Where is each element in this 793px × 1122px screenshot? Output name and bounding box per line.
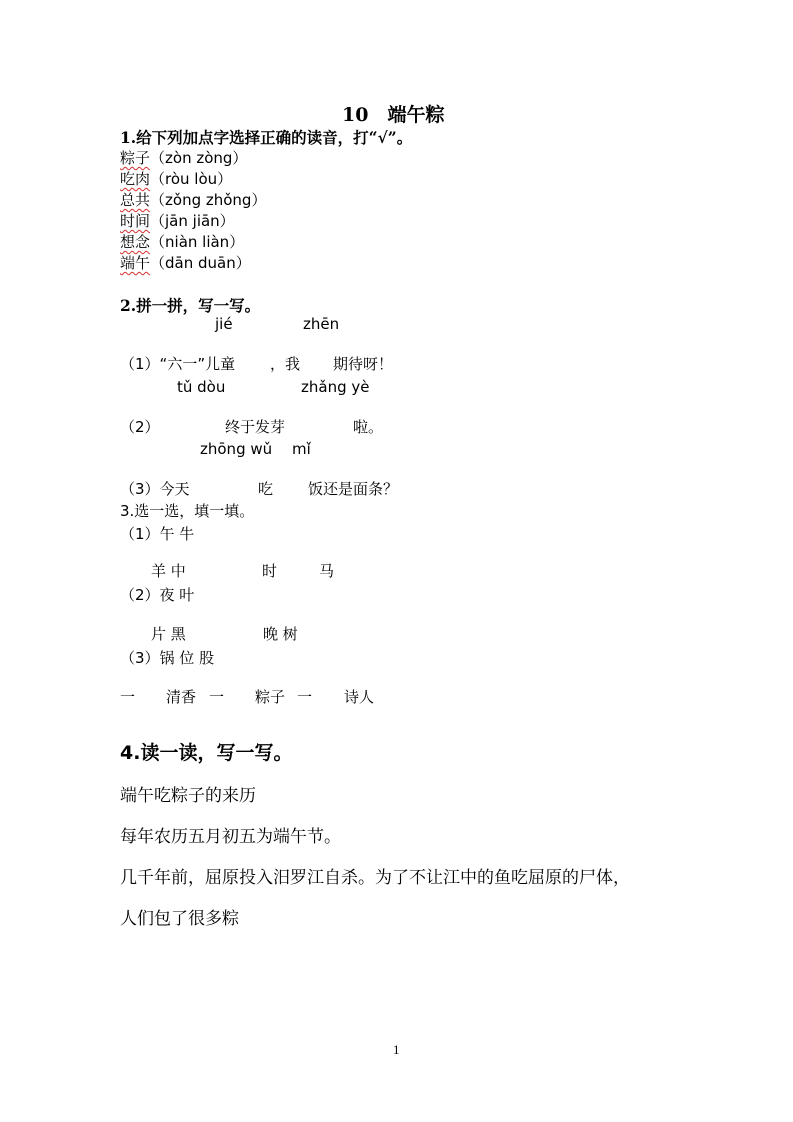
q1-pinyin: （dān duān） (150, 254, 251, 272)
q2-heading: 2.拼一拼，写一写。 (120, 296, 261, 315)
sentence-part: （1）“六一”儿童 (120, 355, 236, 373)
q3-choices: （1）午 牛 (120, 525, 195, 543)
q1-pinyin: （jān jiān） (150, 212, 235, 230)
fill-item: 粽子 (255, 688, 286, 706)
pinyin-prompt: mǐ (292, 440, 311, 458)
q1-pinyin: （niàn liàn） (150, 233, 245, 251)
fill-item: 一 (297, 688, 313, 706)
fill-item: 诗人 (344, 688, 375, 706)
pinyin-prompt: tǔ dòu (177, 378, 226, 396)
pinyin-prompt: zhōng wǔ (200, 440, 273, 458)
fill-item: 羊 中 (151, 562, 186, 580)
sentence-part: （2） (120, 418, 160, 436)
q1-item (120, 168, 232, 189)
q1-word: 端午 (120, 254, 151, 272)
q1-word: 时间 (120, 212, 151, 230)
q1-pinyin: （zòn zòng） (150, 149, 248, 167)
q1-word: 吃肉 (120, 170, 151, 188)
reading-line: 人们包了很多粽 (120, 909, 239, 929)
q4-heading: 4.读一读，写一写。 (120, 742, 293, 764)
pinyin-prompt: zhēn (303, 315, 340, 333)
q1-pinyin: （zǒng zhǒng） (150, 191, 267, 209)
page-title: 10 端午粽 (342, 104, 445, 126)
q1-word: 想念 (120, 233, 151, 251)
fill-item: 一 (120, 688, 136, 706)
fill-item: 一 (209, 688, 225, 706)
fill-item: 清香 (166, 688, 197, 706)
sentence-part: 饭还是面条？ (308, 480, 399, 498)
sentence-part: 吃 (258, 480, 274, 498)
q1-pinyin: （ròu lòu） (150, 170, 233, 188)
fill-item: 晚 树 (263, 625, 298, 643)
q3-choices: （2）夜 叶 (120, 586, 195, 604)
sentence-part: 期待呀！ (333, 355, 394, 373)
fill-item: 片 黑 (151, 625, 186, 643)
q3-heading: 3.选一选，填一填。 (120, 502, 255, 520)
sentence-part: （3）今天 (120, 480, 190, 498)
sentence-part: ，我 (270, 355, 301, 373)
q3-choices: （3）锅 位 股 (120, 649, 215, 667)
reading-line: 每年农历五月初五为端午节。 (120, 827, 341, 847)
fill-item: 马 (319, 562, 335, 580)
q1-item (120, 210, 235, 231)
sentence-part: 啦。 (353, 418, 384, 436)
q1-item (120, 231, 244, 252)
q1-item (120, 252, 251, 273)
q1-word: 粽子 (120, 149, 151, 167)
reading-line: 端午吃粽子的来历 (120, 786, 256, 806)
pinyin-prompt: jié (215, 315, 233, 333)
sentence-part: 终于发芽 (225, 418, 286, 436)
pinyin-prompt: zhǎng yè (301, 378, 370, 396)
q1-item (120, 189, 266, 210)
page-number: 1 (393, 1042, 400, 1057)
q1-word: 总共 (120, 191, 151, 209)
q1-item (120, 147, 247, 168)
fill-item: 时 (262, 562, 278, 580)
q1-heading: 1.给下列加点字选择正确的读音，打“√”。 (120, 128, 413, 147)
reading-line: 几千年前，屈原投入汨罗江自杀。为了不让江中的鱼吃屈原的尸体， (120, 868, 630, 888)
